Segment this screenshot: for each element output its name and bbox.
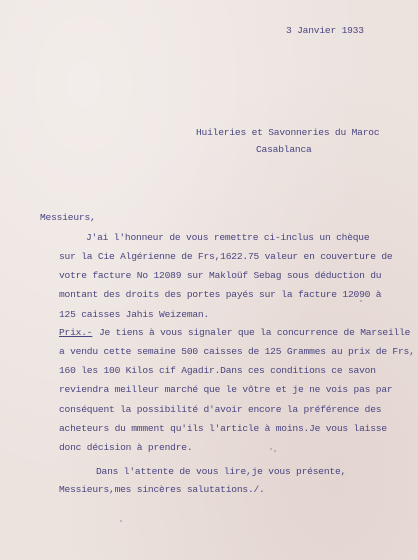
prix-line: Je tiens à vous signaler que la concurrence de Marseille [99, 327, 411, 338]
prix-line: acheteurs du mmment qu'ils l'article à moins.Je vous laisse [59, 423, 387, 434]
prix-label: Prix.- [59, 327, 93, 338]
prix-line: donc décision à prendre. [59, 442, 193, 453]
body-line: J'ai l'honneur de vous remettre ci-inclus un chèque [86, 232, 370, 243]
body-line: montant des droits des portes payés sur la facture 12090 à [59, 289, 382, 300]
recipient-company: Huileries et Savonneries du Maroc [196, 127, 380, 138]
prix-line: conséquent la possibilité d'avoir encore la préférence des [59, 404, 382, 415]
prix-line: a vendu cette semaine 500 caisses de 125 Grammes au prix de Frs, [59, 346, 415, 357]
recipient-city: Casablanca [256, 144, 312, 155]
body-line: 125 caisses Jahis Weizeman. [59, 309, 210, 320]
body-line: votre facture No 12089 sur Makloüf Sebag sous déduction du [59, 270, 382, 281]
closing-line: Messieurs,mes sincères salutations./. [59, 484, 265, 495]
prix-line: 160 les 100 Kilos cif Agadir.Dans ces conditions ce savon [59, 365, 376, 376]
prix-line: reviendra meilleur marché que le vôtre et je ne vois pas par [59, 384, 393, 395]
salutation: Messieurs, [40, 212, 96, 223]
body-line: sur la Cie Algérienne de Frs,1622.75 valeur en couverture de [59, 251, 393, 262]
closing-line: Dans l'attente de vous lire,je vous présente, [96, 466, 347, 477]
letter-date: 3 Janvier 1933 [286, 25, 364, 36]
